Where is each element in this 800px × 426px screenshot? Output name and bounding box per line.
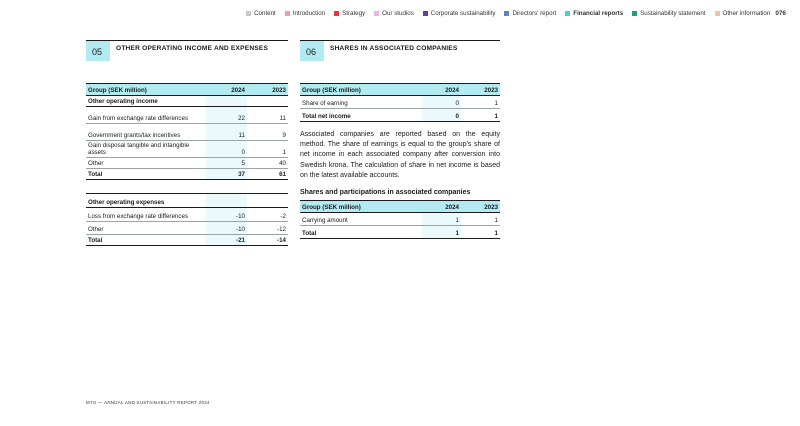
subheading-label: Other operating expenses bbox=[86, 194, 206, 208]
nav-square-icon bbox=[715, 11, 720, 16]
nav-square-icon bbox=[246, 11, 251, 16]
table-header-row bbox=[300, 84, 500, 96]
value-2024: -10 bbox=[206, 222, 247, 235]
nav-square-icon bbox=[504, 11, 509, 16]
nav-item-corporate-sustainability[interactable]: Corporate sustainability bbox=[423, 10, 496, 17]
note-06-section bbox=[300, 40, 500, 239]
nav-square-icon bbox=[285, 11, 290, 16]
column-header-group: Group (SEK million) bbox=[300, 84, 422, 96]
nav-item-introduction[interactable]: Introduction bbox=[285, 10, 325, 17]
equity-method-paragraph: Associated companies are reported based on the equity method. The share of earnings is equal to the group's share of net income in each associated company after conversion into Swedish krona. The calculation of share in net income is based on the latest available accounts. bbox=[300, 131, 500, 179]
table-row bbox=[86, 158, 288, 169]
value-2023: 11 bbox=[247, 107, 288, 124]
column-header-2023: 2023 bbox=[461, 201, 500, 213]
total-label: Total bbox=[86, 235, 206, 246]
value-2023: -2 bbox=[247, 208, 288, 222]
nav-item-strategy[interactable]: Strategy bbox=[334, 10, 365, 17]
subheading-label: Other operating income bbox=[86, 96, 206, 107]
row-label: Other bbox=[86, 158, 206, 169]
table-row bbox=[86, 222, 288, 235]
nav-square-icon bbox=[334, 11, 339, 16]
table-row bbox=[300, 96, 500, 109]
total-2023: 61 bbox=[247, 169, 288, 180]
total-2024: 1 bbox=[422, 226, 461, 239]
value-2024: 1 bbox=[422, 213, 461, 226]
value-2023: 1 bbox=[461, 96, 500, 109]
note-05-section bbox=[86, 40, 288, 246]
table-row bbox=[86, 208, 288, 222]
total-row bbox=[300, 226, 500, 239]
shares-participations-table bbox=[300, 200, 500, 239]
value-2024: -10 bbox=[206, 208, 247, 222]
nav-item-financial-reports[interactable]: Financial reports bbox=[565, 10, 623, 17]
table-header-row bbox=[300, 201, 500, 213]
total-label: Total net income bbox=[300, 109, 422, 122]
column-header-2024: 2024 bbox=[422, 201, 461, 213]
note-05-title: OTHER OPERATING INCOME AND EXPENSES bbox=[116, 45, 269, 52]
nav-item-content[interactable]: Content bbox=[246, 10, 276, 17]
total-2023: 1 bbox=[461, 109, 500, 122]
row-label: Government grants/tax incentives bbox=[86, 124, 206, 141]
top-navigation bbox=[246, 10, 786, 17]
subheading-row bbox=[86, 96, 288, 107]
value-2023: 1 bbox=[461, 213, 500, 226]
column-header-group: Group (SEK million) bbox=[86, 84, 206, 96]
total-2023: 1 bbox=[461, 226, 500, 239]
shares-participations-subheading: Shares and participations in associated companies bbox=[300, 189, 471, 197]
nav-item-our-studios[interactable]: Our studios bbox=[374, 10, 414, 17]
note-05-number: 05 bbox=[86, 41, 110, 61]
nav-item-sustainability-statement[interactable]: Sustainability statement bbox=[632, 10, 705, 17]
table-row bbox=[86, 107, 288, 124]
page-number: 076 bbox=[775, 10, 786, 17]
column-header-2023: 2023 bbox=[247, 84, 288, 96]
subheading-row bbox=[86, 194, 288, 208]
row-label: Carrying amount bbox=[300, 213, 422, 226]
value-2024: 0 bbox=[422, 96, 461, 109]
total-row bbox=[86, 169, 288, 180]
nav-square-icon bbox=[423, 11, 428, 16]
row-label: Other bbox=[86, 222, 206, 235]
value-2023: 1 bbox=[247, 141, 288, 158]
table-row bbox=[86, 124, 288, 141]
total-2024: 37 bbox=[206, 169, 247, 180]
note-06-header bbox=[300, 40, 500, 61]
note-06-title: SHARES IN ASSOCIATED COMPANIES bbox=[330, 45, 458, 52]
total-row bbox=[86, 235, 288, 246]
total-row bbox=[300, 109, 500, 122]
nav-item-other-information[interactable]: Other information bbox=[715, 10, 771, 17]
value-2024: 0 bbox=[206, 141, 247, 158]
nav-square-icon bbox=[565, 11, 570, 16]
row-label: Loss from exchange rate differences bbox=[86, 208, 206, 222]
table-row bbox=[86, 141, 288, 158]
total-2024: 0 bbox=[422, 109, 461, 122]
page-footer: MTG — ANNUAL AND SUSTAINABILITY REPORT 2024 bbox=[86, 400, 210, 405]
total-label: Total bbox=[86, 169, 206, 180]
value-2023: 9 bbox=[247, 124, 288, 141]
value-2023: -12 bbox=[247, 222, 288, 235]
note-06-number: 06 bbox=[300, 41, 324, 61]
total-label: Total bbox=[300, 226, 422, 239]
value-2024: 5 bbox=[206, 158, 247, 169]
nav-square-icon bbox=[632, 11, 637, 16]
associated-companies-income-table bbox=[300, 83, 500, 122]
value-2024: 11 bbox=[206, 124, 247, 141]
table-header-row bbox=[86, 84, 288, 96]
value-2024: 22 bbox=[206, 107, 247, 124]
note-05-header bbox=[86, 40, 288, 61]
column-header-2023: 2023 bbox=[461, 84, 500, 96]
nav-item-directors-report[interactable]: Directors' report bbox=[504, 10, 556, 17]
row-label: Gain disposal tangible and intangible assets bbox=[86, 141, 206, 158]
nav-square-icon bbox=[374, 11, 379, 16]
row-label: Share of earning bbox=[300, 96, 422, 109]
value-2023: 40 bbox=[247, 158, 288, 169]
table-row bbox=[300, 213, 500, 226]
other-operating-income-table bbox=[86, 83, 288, 246]
column-header-2024: 2024 bbox=[422, 84, 461, 96]
total-2023: -14 bbox=[247, 235, 288, 246]
total-2024: -21 bbox=[206, 235, 247, 246]
column-header-group: Group (SEK million) bbox=[300, 201, 422, 213]
column-header-2024: 2024 bbox=[206, 84, 247, 96]
row-label: Gain from exchange rate differences bbox=[86, 107, 206, 124]
